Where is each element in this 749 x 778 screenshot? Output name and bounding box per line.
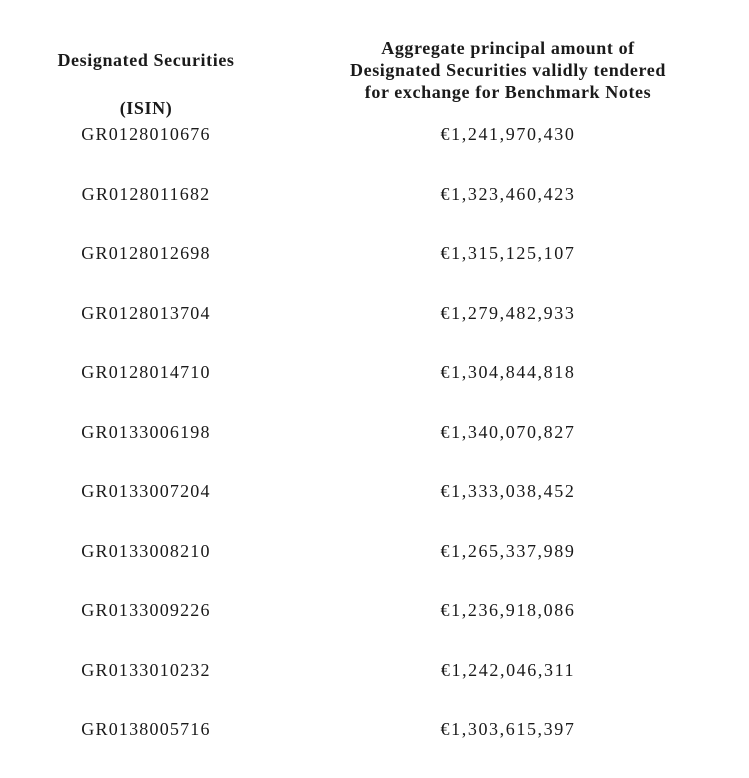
amount-cell: €1,242,046,311	[440, 659, 576, 680]
isin-cell: GR0133006198	[81, 421, 211, 442]
column-header-amount	[322, 37, 694, 103]
amount-cell: €1,241,970,430	[440, 124, 576, 144]
table-row	[0, 361, 749, 421]
isin-cell: GR0133008210	[81, 540, 211, 561]
header-line: Designated Securities	[57, 50, 235, 70]
securities-table	[0, 123, 749, 778]
isin-cell: GR0128013704	[81, 302, 211, 323]
isin-cell: GR0128014710	[81, 362, 211, 382]
header-line: Aggregate principal amount of	[381, 38, 635, 58]
table-row	[0, 599, 749, 659]
isin-cell: GR0128011682	[81, 183, 211, 204]
table-row	[0, 480, 749, 540]
amount-cell: €1,323,460,423	[440, 183, 576, 204]
isin-cell: GR0133007204	[81, 481, 211, 501]
amount-cell: €1,279,482,933	[440, 302, 576, 323]
isin-cell: GR0128012698	[81, 243, 211, 263]
amount-cell: €1,304,844,818	[440, 362, 576, 382]
amount-cell: €1,265,337,989	[440, 540, 576, 561]
header-line: (ISIN)	[119, 98, 173, 118]
table-row	[0, 421, 749, 481]
table-row	[0, 123, 749, 183]
table-row	[0, 718, 749, 778]
column-header-isin	[22, 36, 270, 132]
amount-cell: €1,303,615,397	[440, 719, 576, 739]
amount-cell: €1,333,038,452	[440, 481, 576, 501]
isin-cell: GR0133010232	[81, 659, 211, 680]
table-row	[0, 242, 749, 302]
isin-cell: GR0128010676	[81, 124, 211, 144]
amount-cell: €1,340,070,827	[440, 421, 576, 442]
amount-cell: €1,236,918,086	[440, 600, 576, 620]
table-row	[0, 183, 749, 243]
amount-cell: €1,315,125,107	[440, 243, 576, 263]
table-row	[0, 659, 749, 719]
table-row	[0, 302, 749, 362]
header-line: Designated Securities validly tendered	[350, 60, 666, 80]
header-line: for exchange for Benchmark Notes	[364, 82, 652, 102]
isin-cell: GR0133009226	[81, 600, 211, 620]
table-row	[0, 540, 749, 600]
isin-cell: GR0138005716	[81, 719, 211, 739]
